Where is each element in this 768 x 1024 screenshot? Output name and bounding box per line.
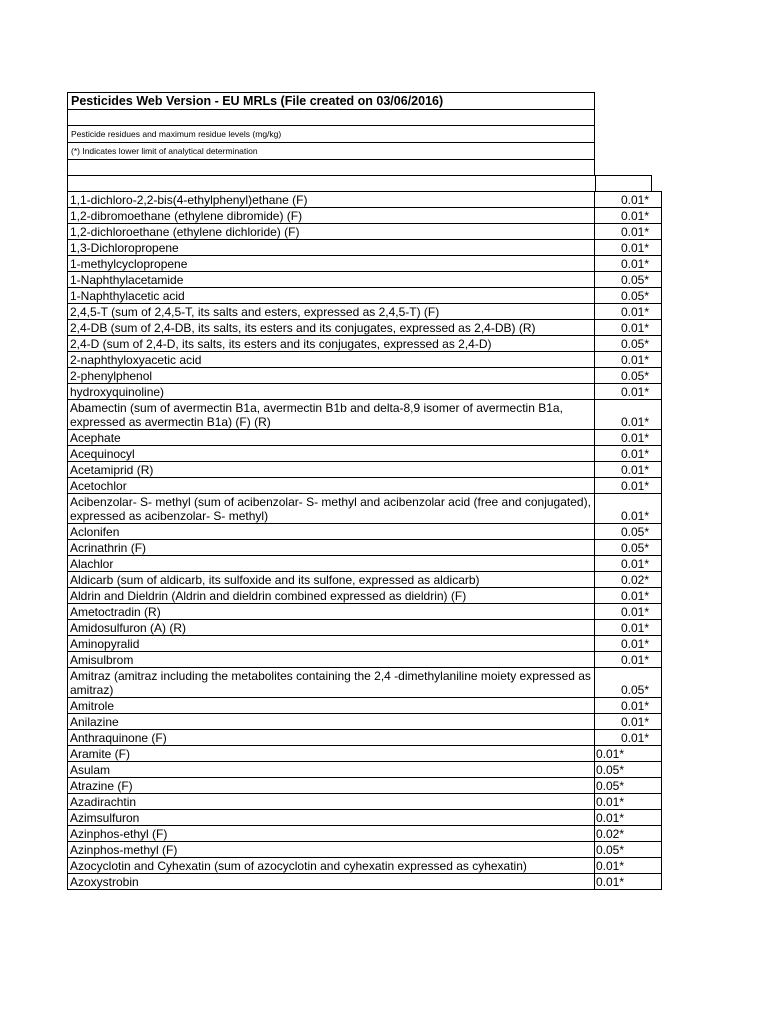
pesticide-name: Acephate	[68, 430, 595, 446]
pesticide-name: Aclonifen	[68, 524, 595, 540]
pesticide-name: Asulam	[68, 762, 595, 778]
table-row	[68, 572, 662, 588]
pesticide-name: 1-Naphthylacetic acid	[68, 288, 595, 304]
table-row	[68, 698, 662, 714]
table-row	[68, 524, 662, 540]
table-row	[68, 636, 662, 652]
pesticide-name: Anthraquinone (F)	[68, 730, 595, 746]
table-row	[68, 320, 662, 336]
mrl-value: 0.01*	[595, 400, 662, 430]
table-row	[68, 620, 662, 636]
mrl-value: 0.05*	[595, 762, 662, 778]
mrl-value: 0.01*	[595, 714, 662, 730]
pesticide-name: Acequinocyl	[68, 446, 595, 462]
pesticide-name: Aminopyralid	[68, 636, 595, 652]
pesticide-name: Alachlor	[68, 556, 595, 572]
pesticide-name: Azadirachtin	[68, 794, 595, 810]
mrl-value: 0.05*	[595, 842, 662, 858]
table-row	[68, 794, 662, 810]
table-row	[68, 604, 662, 620]
pesticide-name: Aramite (F)	[68, 746, 595, 762]
pesticide-name: Amitraz (amitraz including the metabolites containing the 2,4 -dimethylaniline moiety expressed as amitraz)	[68, 668, 595, 698]
mrl-table	[67, 191, 662, 890]
mrl-value: 0.01*	[595, 636, 662, 652]
pesticide-name: Amidosulfuron (A) (R)	[68, 620, 595, 636]
mrl-value: 0.02*	[595, 572, 662, 588]
empty-row	[67, 160, 595, 176]
table-row	[68, 588, 662, 604]
table-row	[68, 540, 662, 556]
pesticide-name: 2,4,5-T (sum of 2,4,5-T, its salts and esters, expressed as 2,4,5-T) (F)	[68, 304, 595, 320]
mrl-value: 0.01*	[595, 224, 662, 240]
table-row	[68, 810, 662, 826]
pesticide-name: 2-naphthyloxyacetic acid	[68, 352, 595, 368]
pesticide-name: Acetochlor	[68, 478, 595, 494]
table-row	[68, 224, 662, 240]
mrl-value: 0.01*	[595, 384, 662, 400]
mrl-value: 0.05*	[595, 540, 662, 556]
pesticide-name: Azinphos-methyl (F)	[68, 842, 595, 858]
mrl-value: 0.05*	[595, 272, 662, 288]
table-row	[68, 384, 662, 400]
table-row	[68, 256, 662, 272]
pesticide-name: Aldrin and Dieldrin (Aldrin and dieldrin combined expressed as dieldrin) (F)	[68, 588, 595, 604]
mrl-value: 0.01*	[595, 858, 662, 874]
pesticide-name: Azinphos-ethyl (F)	[68, 826, 595, 842]
mrl-value: 0.01*	[595, 208, 662, 224]
table-row	[68, 826, 662, 842]
pesticide-name: Azoxystrobin	[68, 874, 595, 890]
table-row	[68, 778, 662, 794]
pesticide-name: 2,4-DB (sum of 2,4-DB, its salts, its esters and its conjugates, expressed as 2,4-DB) (R)	[68, 320, 595, 336]
sheet-title: Pesticides Web Version - EU MRLs (File created on 03/06/2016)	[67, 92, 595, 110]
mrl-value: 0.01*	[595, 620, 662, 636]
pesticide-name: 2,4-D (sum of 2,4-D, its salts, its esters and its conjugates, expressed as 2,4-D)	[68, 336, 595, 352]
pesticide-name: 2-phenylphenol	[68, 368, 595, 384]
mrl-value: 0.01*	[595, 604, 662, 620]
mrl-value: 0.01*	[595, 746, 662, 762]
pesticide-name: Abamectin (sum of avermectin B1a, avermectin B1b and delta-8,9 isomer of avermectin B1a, expressed as avermectin B1a) (F) (R)	[68, 400, 595, 430]
pesticide-name: Acrinathrin (F)	[68, 540, 595, 556]
pesticide-name: Azocyclotin and Cyhexatin (sum of azocyclotin and cyhexatin expressed as cyhexatin)	[68, 858, 595, 874]
table-row	[68, 336, 662, 352]
table-row	[68, 730, 662, 746]
mrl-value: 0.05*	[595, 368, 662, 384]
pesticide-name: Amisulbrom	[68, 652, 595, 668]
pesticide-name: Amitrole	[68, 698, 595, 714]
table-row	[68, 494, 662, 524]
table-row	[68, 556, 662, 572]
pesticide-name: 1,3-Dichloropropene	[68, 240, 595, 256]
table-row	[68, 240, 662, 256]
pesticide-name: 1,2-dichloroethane (ethylene dichloride) (F)	[68, 224, 595, 240]
table-row	[68, 668, 662, 698]
mrl-value: 0.01*	[595, 462, 662, 478]
mrl-value: 0.02*	[595, 826, 662, 842]
mrl-value: 0.01*	[595, 192, 662, 208]
empty-row	[67, 110, 595, 126]
mrl-value: 0.05*	[595, 524, 662, 540]
table-row	[68, 304, 662, 320]
table-row	[68, 352, 662, 368]
mrl-value: 0.01*	[595, 874, 662, 890]
table-row	[68, 858, 662, 874]
table-row	[68, 446, 662, 462]
pesticide-name: Acibenzolar- S- methyl (sum of acibenzolar- S- methyl and acibenzolar acid (free and conjugated), expressed as acibenzolar- S- methyl)	[68, 494, 595, 524]
pesticide-name: Anilazine	[68, 714, 595, 730]
sheet-header	[67, 92, 595, 176]
table-row	[68, 478, 662, 494]
mrl-value: 0.05*	[595, 778, 662, 794]
spacer-row	[67, 175, 652, 192]
table-row	[68, 652, 662, 668]
mrl-value: 0.01*	[595, 556, 662, 572]
table-row	[68, 714, 662, 730]
mrl-value: 0.01*	[595, 794, 662, 810]
pesticide-name: Atrazine (F)	[68, 778, 595, 794]
sheet-note: (*) Indicates lower limit of analytical determination	[67, 143, 595, 160]
sheet-subtitle: Pesticide residues and maximum residue levels (mg/kg)	[67, 126, 595, 143]
table-row	[68, 842, 662, 858]
pesticide-name: hydroxyquinoline)	[68, 384, 595, 400]
mrl-value: 0.01*	[595, 810, 662, 826]
table-row	[68, 272, 662, 288]
table-row	[68, 874, 662, 890]
pesticide-name: Ametoctradin (R)	[68, 604, 595, 620]
table-row	[68, 762, 662, 778]
mrl-value: 0.05*	[595, 668, 662, 698]
mrl-value: 0.01*	[595, 478, 662, 494]
table-row	[68, 746, 662, 762]
mrl-value: 0.05*	[595, 336, 662, 352]
table-row	[68, 400, 662, 430]
table-row	[68, 208, 662, 224]
mrl-value: 0.01*	[595, 652, 662, 668]
table-row	[68, 288, 662, 304]
mrl-value: 0.01*	[595, 352, 662, 368]
mrl-value: 0.01*	[595, 304, 662, 320]
table-row	[68, 462, 662, 478]
pesticide-name: 1,1-dichloro-2,2-bis(4-ethylphenyl)ethane (F)	[68, 192, 595, 208]
table-row	[68, 368, 662, 384]
mrl-value: 0.01*	[595, 430, 662, 446]
pesticide-name: Azimsulfuron	[68, 810, 595, 826]
table-row	[68, 192, 662, 208]
mrl-value: 0.01*	[595, 698, 662, 714]
table-row	[68, 430, 662, 446]
pesticide-name: 1-methylcyclopropene	[68, 256, 595, 272]
mrl-value: 0.01*	[595, 588, 662, 604]
mrl-value: 0.01*	[595, 730, 662, 746]
mrl-value: 0.01*	[595, 240, 662, 256]
mrl-value: 0.01*	[595, 256, 662, 272]
mrl-value: 0.01*	[595, 320, 662, 336]
pesticide-name: 1,2-dibromoethane (ethylene dibromide) (F)	[68, 208, 595, 224]
pesticide-name: Acetamiprid (R)	[68, 462, 595, 478]
mrl-value: 0.01*	[595, 494, 662, 524]
mrl-value: 0.01*	[595, 446, 662, 462]
pesticide-name: Aldicarb (sum of aldicarb, its sulfoxide and its sulfone, expressed as aldicarb)	[68, 572, 595, 588]
pesticide-name: 1-Naphthylacetamide	[68, 272, 595, 288]
mrl-value: 0.05*	[595, 288, 662, 304]
